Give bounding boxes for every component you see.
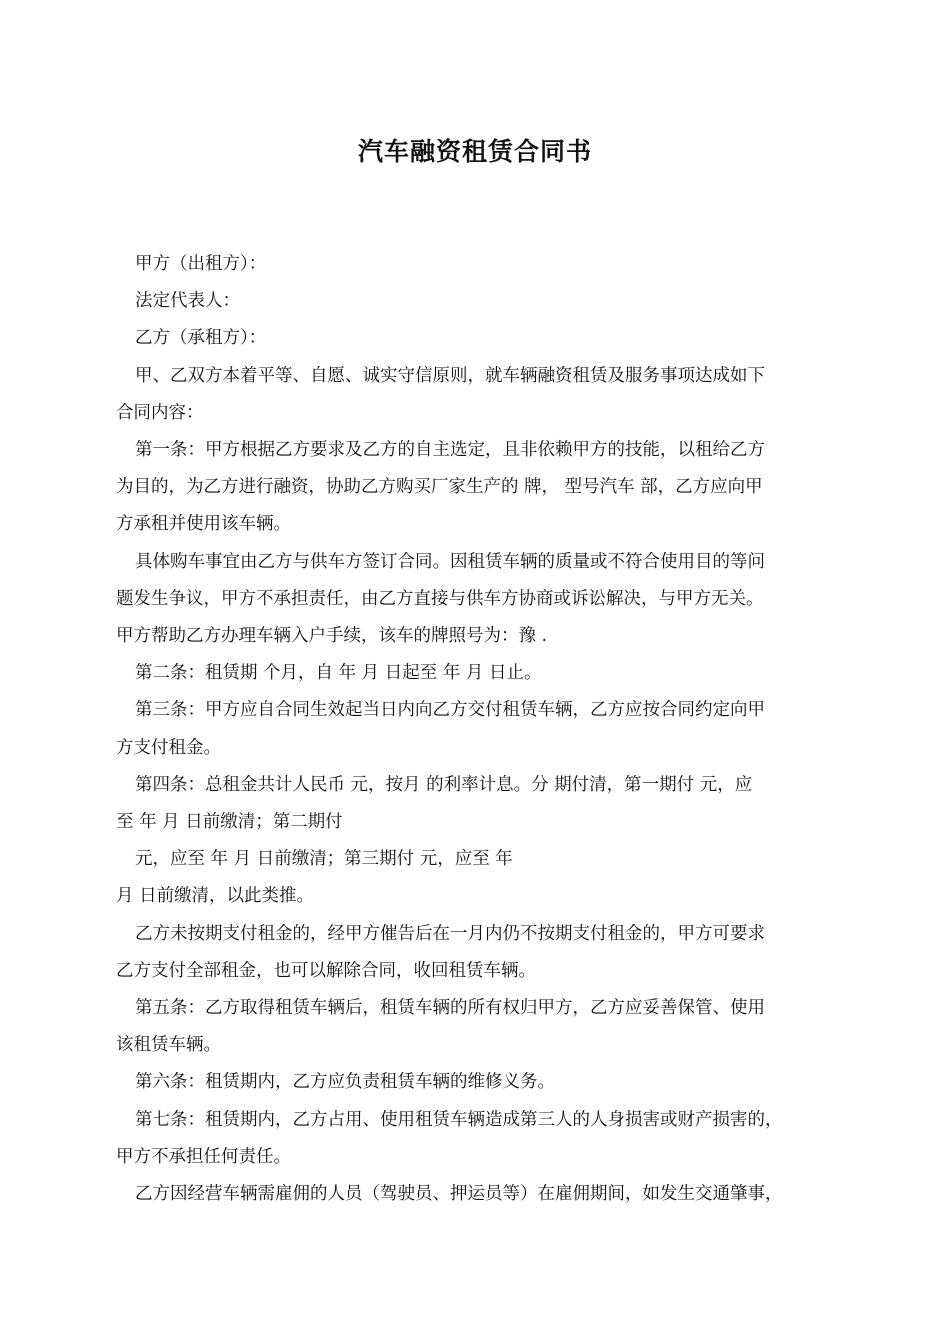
article-7-line: 第七条：租赁期内，乙方占用、使用租赁车辆造成第三人的人身损害或财产损害的， <box>135 1109 783 1130</box>
party-b-line: 乙方（承租方）： <box>135 328 267 349</box>
overdue-clause-line: 乙方支付全部租金，也可以解除合同，收回租赁车辆。 <box>116 960 536 981</box>
purchase-clause-line: 具体购车事宜由乙方与供车方签订合同。因租赁车辆的质量或不符合使用目的等问 <box>135 551 765 572</box>
employee-clause-line: 乙方因经营车辆需雇佣的人员（驾驶员、押运员等）在雇佣期间，如发生交通肇事， <box>135 1184 783 1205</box>
article-4-line: 月 日前缴清，以此类推。 <box>116 886 315 907</box>
article-7-line: 甲方不承担任何责任。 <box>116 1146 291 1167</box>
article-3-line: 方支付租金。 <box>116 737 221 758</box>
document-title: 汽车融资租赁合同书 <box>357 137 592 166</box>
purchase-clause-line: 题发生争议，甲方不承担责任，由乙方直接与供车方协商或诉讼解决，与甲方无关。 <box>116 588 764 609</box>
article-4-line: 至 年 月 日前缴清；第二期付 <box>116 812 343 833</box>
preamble-line: 甲、乙双方本着平等、自愿、诚实守信原则，就车辆融资租赁及服务事项达成如下 <box>135 365 765 386</box>
article-5-line: 第五条：乙方取得租赁车辆后，租赁车辆的所有权归甲方，乙方应妥善保管、使用 <box>135 998 765 1019</box>
contract-body <box>116 246 838 1213</box>
article-5-line: 该租赁车辆。 <box>116 1035 221 1056</box>
article-6-line: 第六条：租赁期内，乙方应负责租赁车辆的维修义务。 <box>135 1072 555 1093</box>
article-4-line: 元，应至 年 月 日前缴清；第三期付 元，应至 年 <box>135 849 513 870</box>
overdue-clause-line: 乙方未按期支付租金的，经甲方催告后在一月内仍不按期支付租金的，甲方可要求 <box>135 923 765 944</box>
preamble-line: 合同内容： <box>116 402 204 423</box>
purchase-clause-line: 甲方帮助乙方办理车辆入户手续，该车的牌照号为：豫 . <box>116 626 548 647</box>
article-4-line: 第四条：总租金共计人民币 元，按月 的利率计息。分 期付清，第一期付 元，应 <box>135 774 753 795</box>
legal-representative-line: 法定代表人： <box>135 291 240 312</box>
party-a-line: 甲方（出租方）： <box>135 254 267 274</box>
article-1-line: 第一条：甲方根据乙方要求及乙方的自主选定，且非依赖甲方的技能，以租给乙方 <box>135 440 765 461</box>
article-3-line: 第三条：甲方应自合同生效起当日内向乙方交付租赁车辆，乙方应按合同约定向甲 <box>135 700 765 721</box>
article-1-line: 为目的，为乙方进行融资，协助乙方购买厂家生产的 牌， 型号汽车 部，乙方应向甲 <box>116 477 763 498</box>
article-2-line: 第二条：租赁期 个月，自 年 月 日起至 年 月 日止。 <box>135 663 542 684</box>
article-1-line: 方承租并使用该车辆。 <box>116 514 291 535</box>
